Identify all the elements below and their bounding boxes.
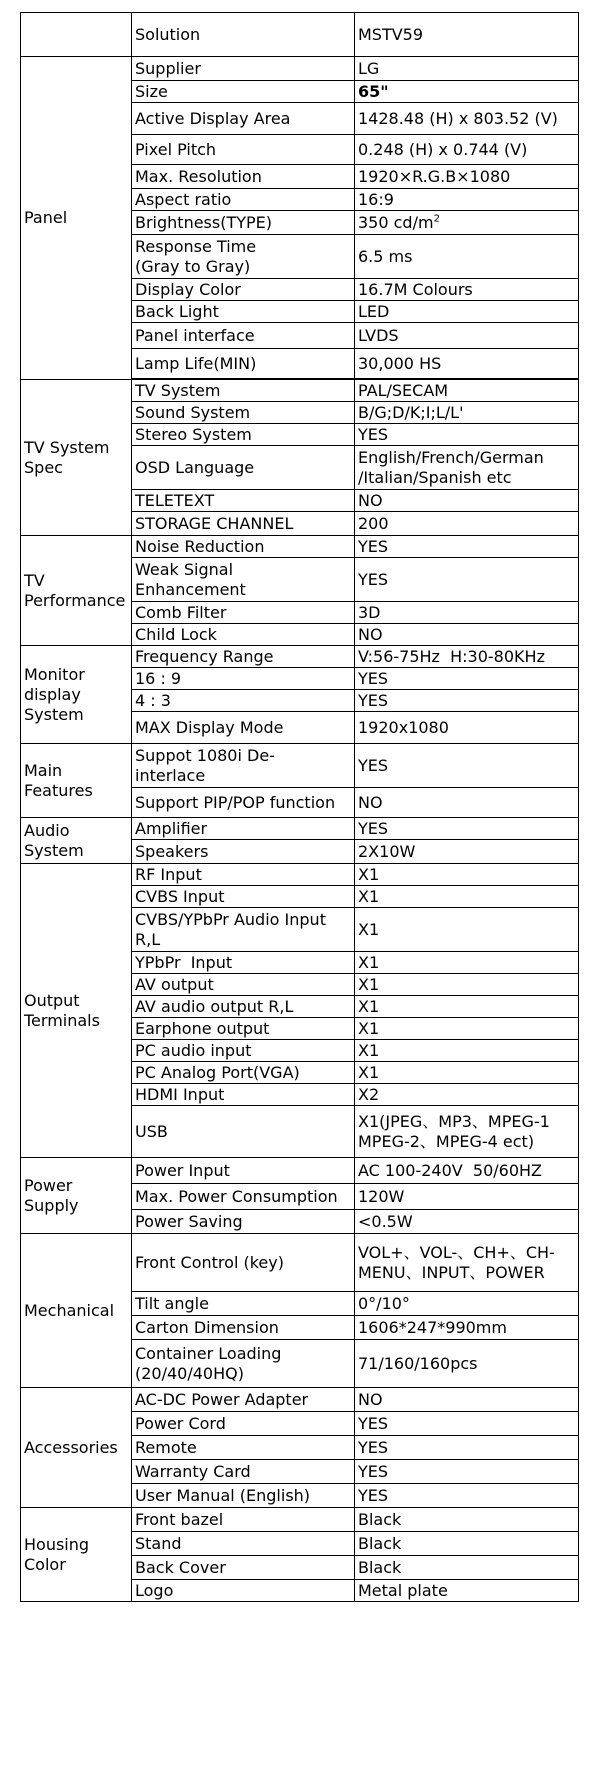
label-line: R,L xyxy=(135,929,161,949)
spec-label: Child Lock xyxy=(132,624,355,646)
category-line: Spec xyxy=(24,457,63,477)
spec-value: X1 xyxy=(355,1040,579,1062)
spec-label xyxy=(132,908,355,952)
spec-value xyxy=(355,446,579,490)
spec-value: MSTV59 xyxy=(355,13,579,57)
spec-value: X1 xyxy=(355,1018,579,1040)
value-line: /Italian/Spanish etc xyxy=(358,467,512,487)
label-line: Suppot 1080i De- xyxy=(135,745,275,765)
category-line: Terminals xyxy=(24,1010,100,1030)
spec-value: 1606*247*990mm xyxy=(355,1316,579,1340)
category-line: Audio xyxy=(24,820,70,840)
spec-value: 65" xyxy=(355,81,579,103)
spec-value: LED xyxy=(355,301,579,323)
brightness-value: 350 cd/m xyxy=(358,212,434,232)
spec-sheet xyxy=(20,12,578,1602)
spec-value xyxy=(355,1106,579,1158)
spec-value: YES xyxy=(355,668,579,690)
spec-value: YES xyxy=(355,744,579,788)
spec-value: NO xyxy=(355,1388,579,1412)
spec-label: Earphone output xyxy=(132,1018,355,1040)
table-row xyxy=(21,1158,579,1184)
category-line: TV xyxy=(24,570,45,590)
spec-label: Frequency Range xyxy=(132,646,355,668)
spec-table xyxy=(20,12,579,1602)
category-accessories: Accessories xyxy=(21,1388,132,1508)
category-monitor-display-system xyxy=(21,646,132,744)
spec-label: PC audio input xyxy=(132,1040,355,1062)
spec-value: 1920×R.G.B×1080 xyxy=(355,165,579,189)
category-line: System xyxy=(24,840,84,860)
spec-label: MAX Display Mode xyxy=(132,712,355,744)
spec-value: X1 xyxy=(355,908,579,952)
spec-label: Amplifier xyxy=(132,818,355,840)
value-line: English/French/German xyxy=(358,447,544,467)
label-line: Container Loading xyxy=(135,1343,282,1363)
spec-value: 0°/10° xyxy=(355,1292,579,1316)
table-row xyxy=(21,1234,579,1292)
category-output-terminals xyxy=(21,864,132,1158)
spec-value: 1428.48 (H) x 803.52 (V) xyxy=(355,103,579,135)
category-line: Main xyxy=(24,760,63,780)
spec-label: Aspect ratio xyxy=(132,189,355,211)
spec-label: Stereo System xyxy=(132,424,355,446)
spec-value: AC 100-240V 50/60HZ xyxy=(355,1158,579,1184)
spec-label: Carton Dimension xyxy=(132,1316,355,1340)
category-line: Performance xyxy=(24,590,126,610)
spec-label: OSD Language xyxy=(132,446,355,490)
category-line: Output xyxy=(24,990,80,1010)
spec-value: YES xyxy=(355,690,579,712)
spec-label: Support PIP/POP function xyxy=(132,788,355,818)
spec-label: Display Color xyxy=(132,279,355,301)
spec-label: AV output xyxy=(132,974,355,996)
category-audio-system xyxy=(21,818,132,864)
spec-label xyxy=(132,744,355,788)
table-row xyxy=(21,1388,579,1412)
category-line: TV System xyxy=(24,437,110,457)
spec-label: Size xyxy=(132,81,355,103)
spec-value: YES xyxy=(355,536,579,558)
spec-value: NO xyxy=(355,788,579,818)
spec-label: TV System xyxy=(132,380,355,402)
spec-label: USB xyxy=(132,1106,355,1158)
spec-value: YES xyxy=(355,558,579,602)
spec-label: Speakers xyxy=(132,840,355,864)
spec-label: Lamp Life(MIN) xyxy=(132,349,355,379)
spec-value: 16.7M Colours xyxy=(355,279,579,301)
category-panel: Panel xyxy=(21,57,132,380)
spec-label: Warranty Card xyxy=(132,1460,355,1484)
spec-value: Black xyxy=(355,1532,579,1556)
category-main-features xyxy=(21,744,132,818)
table-row xyxy=(21,536,579,558)
spec-label: AV audio output R,L xyxy=(132,996,355,1018)
spec-label: HDMI Input xyxy=(132,1084,355,1106)
spec-value: Black xyxy=(355,1556,579,1580)
spec-value: 6.5 ms xyxy=(355,235,579,279)
spec-value: YES xyxy=(355,818,579,840)
value-line: VOL+、VOL-、CH+、CH- xyxy=(358,1242,555,1262)
spec-label: Power Cord xyxy=(132,1412,355,1436)
spec-value: 0.248 (H) x 0.744 (V) xyxy=(355,135,579,165)
table-row xyxy=(21,818,579,840)
spec-label: STORAGE CHANNEL xyxy=(132,512,355,536)
spec-label: 16 : 9 xyxy=(132,668,355,690)
table-row xyxy=(21,13,579,57)
superscript-two: 2 xyxy=(433,213,440,225)
spec-value: 30,000 HS xyxy=(355,349,579,379)
spec-value: 71/160/160pcs xyxy=(355,1340,579,1388)
table-row xyxy=(21,744,579,788)
spec-label: 4 : 3 xyxy=(132,690,355,712)
spec-value: X1 xyxy=(355,864,579,886)
spec-value: X1 xyxy=(355,1062,579,1084)
spec-label: Power Input xyxy=(132,1158,355,1184)
spec-value: PAL/SECAM xyxy=(355,380,579,402)
spec-value: 120W xyxy=(355,1184,579,1210)
category-line: Supply xyxy=(24,1195,79,1215)
value-line: MPEG-2、MPEG-4 ect) xyxy=(358,1131,535,1151)
spec-label: Front Control (key) xyxy=(132,1234,355,1292)
label-line: Response Time xyxy=(135,236,257,256)
value-line: X1(JPEG、MP3、MPEG-1 xyxy=(358,1111,550,1131)
category-cell-empty xyxy=(21,13,132,57)
spec-value: Black xyxy=(355,1508,579,1532)
spec-label xyxy=(132,1340,355,1388)
label-line: interlace xyxy=(135,765,206,785)
category-line: Monitor xyxy=(24,664,85,684)
spec-label: Remote xyxy=(132,1436,355,1460)
spec-label: YPbPr Input xyxy=(132,952,355,974)
spec-value: NO xyxy=(355,624,579,646)
spec-value: 16:9 xyxy=(355,189,579,211)
spec-value: 1920x1080 xyxy=(355,712,579,744)
table-row xyxy=(21,57,579,81)
spec-value: LVDS xyxy=(355,323,579,349)
spec-value: V:56-75Hz H:30-80KHz xyxy=(355,646,579,668)
spec-label: Brightness(TYPE) xyxy=(132,211,355,235)
value-line: MENU、INPUT、POWER xyxy=(358,1262,545,1282)
label-line: (20/40/40HQ) xyxy=(135,1363,244,1383)
spec-value: X1 xyxy=(355,996,579,1018)
spec-label: Max. Power Consumption xyxy=(132,1184,355,1210)
spec-value: B/G;D/K;I;L/L' xyxy=(355,402,579,424)
category-line: Features xyxy=(24,780,93,800)
spec-value: 2X10W xyxy=(355,840,579,864)
table-row xyxy=(21,646,579,668)
category-line: Housing xyxy=(24,1534,90,1554)
spec-value: <0.5W xyxy=(355,1210,579,1234)
category-tv-performance xyxy=(21,536,132,646)
spec-label: Noise Reduction xyxy=(132,536,355,558)
label-line: CVBS/YPbPr Audio Input xyxy=(135,909,326,929)
spec-value: 200 xyxy=(355,512,579,536)
spec-label: Sound System xyxy=(132,402,355,424)
category-line: display xyxy=(24,684,81,704)
spec-value: YES xyxy=(355,1436,579,1460)
table-row xyxy=(21,1508,579,1532)
spec-value: LG xyxy=(355,57,579,81)
spec-value: X2 xyxy=(355,1084,579,1106)
spec-value: YES xyxy=(355,1412,579,1436)
label-line: (Gray to Gray) xyxy=(135,256,251,276)
spec-value: YES xyxy=(355,424,579,446)
category-mechanical: Mechanical xyxy=(21,1234,132,1388)
spec-label: Front bazel xyxy=(132,1508,355,1532)
table-row xyxy=(21,380,579,402)
spec-label: RF Input xyxy=(132,864,355,886)
category-tv-system-spec xyxy=(21,380,132,536)
spec-label: Logo xyxy=(132,1580,355,1602)
table-row xyxy=(21,864,579,886)
spec-label: Comb Filter xyxy=(132,602,355,624)
spec-label: Stand xyxy=(132,1532,355,1556)
spec-label: Pixel Pitch xyxy=(132,135,355,165)
spec-value xyxy=(355,1234,579,1292)
category-housing-color xyxy=(21,1508,132,1602)
category-line: System xyxy=(24,704,84,724)
spec-value: X1 xyxy=(355,952,579,974)
spec-label: Tilt angle xyxy=(132,1292,355,1316)
spec-value: X1 xyxy=(355,974,579,996)
spec-label: Power Saving xyxy=(132,1210,355,1234)
category-power-supply xyxy=(21,1158,132,1234)
spec-label: Active Display Area xyxy=(132,103,355,135)
category-line: Power xyxy=(24,1175,73,1195)
spec-label xyxy=(132,235,355,279)
spec-label: AC-DC Power Adapter xyxy=(132,1388,355,1412)
spec-label: PC Analog Port(VGA) xyxy=(132,1062,355,1084)
spec-label: Solution xyxy=(132,13,355,57)
spec-label xyxy=(132,558,355,602)
spec-label: CVBS Input xyxy=(132,886,355,908)
spec-value xyxy=(355,211,579,235)
spec-label: Panel interface xyxy=(132,323,355,349)
spec-value: YES xyxy=(355,1460,579,1484)
spec-label: TELETEXT xyxy=(132,490,355,512)
label-line: Enhancement xyxy=(135,579,246,599)
spec-label: Max. Resolution xyxy=(132,165,355,189)
spec-value: 3D xyxy=(355,602,579,624)
category-line: Color xyxy=(24,1554,66,1574)
spec-value: Metal plate xyxy=(355,1580,579,1602)
spec-value: YES xyxy=(355,1484,579,1508)
spec-value: NO xyxy=(355,490,579,512)
spec-value: X1 xyxy=(355,886,579,908)
label-line: Weak Signal xyxy=(135,559,234,579)
spec-label: Supplier xyxy=(132,57,355,81)
spec-label: User Manual (English) xyxy=(132,1484,355,1508)
spec-label: Back Light xyxy=(132,301,355,323)
spec-label: Back Cover xyxy=(132,1556,355,1580)
